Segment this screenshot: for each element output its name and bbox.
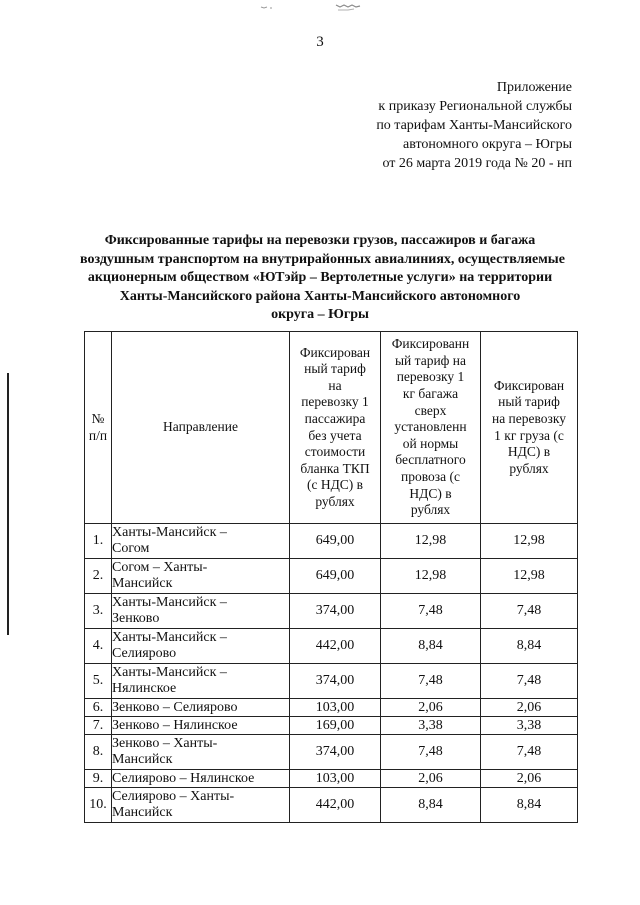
header-text-line: бланка ТКП <box>300 460 370 476</box>
column-header-number <box>85 332 112 524</box>
passenger-tariff: 169,00 <box>290 717 381 735</box>
baggage-tariff: 8,84 <box>381 788 481 823</box>
passenger-tariff: 374,00 <box>290 735 381 770</box>
route-line: Мансийск <box>112 576 173 591</box>
appendix-line: автономного округа – Югры <box>403 137 572 152</box>
header-text-line: рублях <box>509 460 549 476</box>
cargo-tariff: 7,48 <box>481 594 578 629</box>
route-direction <box>112 770 290 788</box>
passenger-tariff: 649,00 <box>290 524 381 559</box>
table-row <box>85 559 578 594</box>
passenger-tariff: 374,00 <box>290 594 381 629</box>
cargo-tariff: 2,06 <box>481 699 578 717</box>
header-text-line: 1 кг груза (с <box>494 427 564 443</box>
row-number: 9. <box>85 770 112 788</box>
table-row <box>85 735 578 770</box>
header-text-line: Фиксированн <box>391 336 470 352</box>
table-row <box>85 770 578 788</box>
baggage-tariff: 7,48 <box>381 594 481 629</box>
appendix-line: Приложение <box>496 80 572 95</box>
passenger-tariff: 374,00 <box>290 664 381 699</box>
baggage-tariff: 2,06 <box>381 699 481 717</box>
passenger-tariff: 442,00 <box>290 788 381 823</box>
row-number: 1. <box>85 524 112 559</box>
header-text-line: установленн <box>394 419 467 435</box>
row-number: 4. <box>85 629 112 664</box>
header-text-line: перевозку 1 <box>301 394 369 410</box>
title-line: округа – Югры <box>271 307 369 323</box>
row-number: 7. <box>85 717 112 735</box>
header-text-line: рублях <box>410 502 451 518</box>
header-text-line: Фиксирован <box>493 377 565 393</box>
header-text-line: провоза (с <box>401 468 460 484</box>
row-number: 6. <box>85 699 112 717</box>
header-text-line: (с НДС) в <box>306 477 364 493</box>
route-line: Мансийск <box>112 752 173 767</box>
route-line: Ханты-Мансийск – <box>112 630 227 645</box>
header-text-line: НДС) в <box>409 485 452 501</box>
header-text-line: ый тариф на <box>394 352 467 368</box>
table-row <box>85 629 578 664</box>
header-text-line: НДС) в <box>507 444 551 460</box>
route-line: Нялинское <box>112 681 177 696</box>
route-direction <box>112 699 290 717</box>
cargo-tariff: 3,38 <box>481 717 578 735</box>
header-text-line: ный тариф <box>498 394 560 410</box>
page-number: 3 <box>316 34 324 50</box>
header-text-line: пассажира <box>304 410 366 426</box>
cargo-tariff: 7,48 <box>481 664 578 699</box>
table-header-row <box>85 332 578 524</box>
cargo-tariff: 7,48 <box>481 735 578 770</box>
header-text-line: п/п <box>88 427 108 443</box>
route-line: Согом <box>112 541 150 556</box>
route-direction <box>112 717 290 735</box>
column-header-passenger-tariff <box>290 332 381 524</box>
cargo-tariff: 2,06 <box>481 770 578 788</box>
route-line: Зенково – Нялинское <box>112 717 238 733</box>
appendix-line: от 26 марта 2019 года № 20 - нп <box>382 156 572 171</box>
table-row <box>85 717 578 735</box>
header-text-line: ой нормы <box>402 435 459 451</box>
header-text-line: кг багажа <box>402 386 459 402</box>
route-direction <box>112 559 290 594</box>
column-header-direction: Направление <box>112 332 290 524</box>
scan-artifact <box>258 2 378 14</box>
header-text-line: сверх <box>414 402 447 418</box>
route-line: Зенково – Ханты- <box>112 736 218 751</box>
route-line: Селиярово <box>112 646 177 661</box>
document-title <box>80 232 565 325</box>
tariff-table <box>84 331 578 823</box>
title-line: воздушным транспортом на внутрирайонных авиалиниях, осуществляемые <box>80 251 565 267</box>
baggage-tariff: 3,38 <box>381 717 481 735</box>
header-text-line: на перевозку <box>491 410 567 426</box>
header-text-line: бесплатного <box>395 452 466 468</box>
route-line: Мансийск <box>112 805 173 820</box>
column-header-baggage-tariff <box>381 332 481 524</box>
header-text-line: ный тариф <box>304 361 366 377</box>
passenger-tariff: 649,00 <box>290 559 381 594</box>
passenger-tariff: 103,00 <box>290 770 381 788</box>
route-direction <box>112 788 290 823</box>
route-line: Согом – Ханты- <box>112 560 208 575</box>
header-text-line: № <box>91 410 105 426</box>
route-line: Селиярово – Ханты- <box>112 789 235 804</box>
route-line: Зенково – Селиярово <box>112 699 238 715</box>
header-text-line: без учета <box>308 427 362 443</box>
header-text-line: стоимости <box>304 444 366 460</box>
header-text-line: перевозку 1 <box>396 369 465 385</box>
baggage-tariff: 7,48 <box>381 735 481 770</box>
row-number: 5. <box>85 664 112 699</box>
cargo-tariff: 8,84 <box>481 629 578 664</box>
title-line: Ханты-Мансийского района Ханты-Мансийского автономного <box>119 288 521 304</box>
appendix-line: по тарифам Ханты-Мансийского <box>376 118 572 133</box>
scan-edge-mark <box>7 373 9 635</box>
row-number: 3. <box>85 594 112 629</box>
passenger-tariff: 103,00 <box>290 699 381 717</box>
row-number: 2. <box>85 559 112 594</box>
row-number: 10. <box>85 788 112 823</box>
table-row <box>85 699 578 717</box>
table-row <box>85 594 578 629</box>
route-line: Селиярово – Нялинское <box>112 770 255 786</box>
table-body <box>85 524 578 823</box>
table-row <box>85 664 578 699</box>
baggage-tariff: 12,98 <box>381 559 481 594</box>
cargo-tariff: 8,84 <box>481 788 578 823</box>
title-line: Фиксированные тарифы на перевозки грузов, пассажиров и багажа <box>104 233 536 248</box>
route-direction <box>112 594 290 629</box>
table-row <box>85 524 578 559</box>
route-direction <box>112 524 290 559</box>
header-text-line: Фиксирован <box>299 344 371 360</box>
baggage-tariff: 12,98 <box>381 524 481 559</box>
table-row <box>85 788 578 823</box>
header-text-line: рублях <box>315 493 355 509</box>
row-number: 8. <box>85 735 112 770</box>
appendix-block <box>272 78 572 173</box>
baggage-tariff: 7,48 <box>381 664 481 699</box>
passenger-tariff: 442,00 <box>290 629 381 664</box>
appendix-line: к приказу Региональной службы <box>378 99 572 114</box>
route-direction <box>112 629 290 664</box>
route-line: Ханты-Мансийск – <box>112 595 227 610</box>
route-line: Зенково <box>112 611 160 626</box>
cargo-tariff: 12,98 <box>481 559 578 594</box>
cargo-tariff: 12,98 <box>481 524 578 559</box>
baggage-tariff: 8,84 <box>381 629 481 664</box>
route-direction <box>112 664 290 699</box>
header-text-line: на <box>328 377 342 393</box>
title-line: акционерным обществом «ЮТэйр – Вертолетные услуги» на территории <box>87 270 553 286</box>
route-line: Ханты-Мансийск – <box>112 665 227 680</box>
column-header-cargo-tariff <box>481 332 578 524</box>
route-line: Ханты-Мансийск – <box>112 525 227 540</box>
route-direction <box>112 735 290 770</box>
baggage-tariff: 2,06 <box>381 770 481 788</box>
